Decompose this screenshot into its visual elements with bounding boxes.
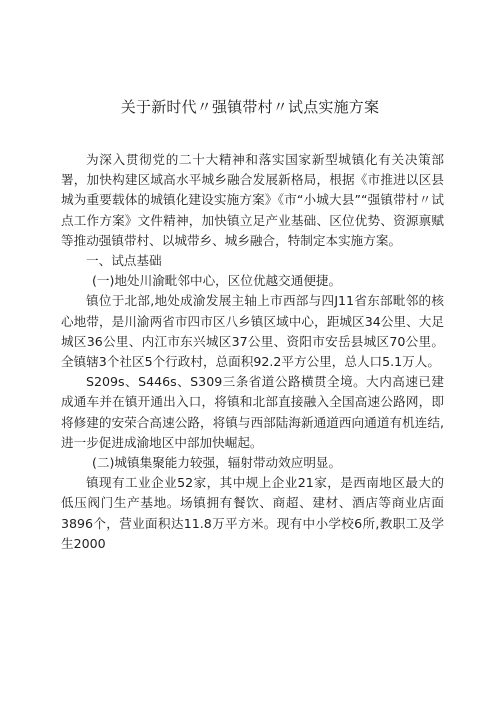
subsection-heading-1: (一)地处川渝毗邻中心，区位优越交通便捷。 bbox=[92, 273, 342, 289]
section-heading-1: 一、试点基础 bbox=[86, 253, 162, 269]
paragraph-transport: S209s、S446s、S309三条省道公路横贯全境。大内高速已建成通车并在镇开通出入口，将镇和北部直接融入全国高速公路网，即将修建的安荣合高速公路，将镇与西部陆海新通道西向通道有机连结,进一步促进成渝地区中部加快崛起。 bbox=[61, 374, 444, 450]
paragraph-location: 镇位于北部,地处成渝发展主轴上市西部与四J11省东部毗邻的核心地带，是川渝两省市四市区八乡镇区域中心，距城区34公里、大足城区36公里、内江市东兴城区37公里、资阳市安岳县城区70公里。全镇辖3个社区5个行政村，总面积92.2平方公里，总人口5.1万人。 bbox=[61, 293, 444, 370]
document-body bbox=[61, 150, 444, 554]
document-title: 关于新时代〃强镇带村〃试点实施方案 bbox=[120, 98, 380, 116]
paragraph-industry: 镇现有工业企业52家，其中规上企业21家，是西南地区最大的低压阀门生产基地。场镇拥有餐饮、商超、建材、酒店等商业店面3896个，营业面积达11.8万平方米。现有中小学校6所,教职工及学生2000 bbox=[61, 475, 444, 551]
intro-paragraph: 为深入贯彻党的二十大精神和落实国家新型城镇化有关决策部署，加快构建区域高水平城乡融合发展新格局，根据《市推进以区县城为重要载体的城镇化建设实施方案》《市“小城大县”“强镇带村〃试点工作方案》文件精神，加快镇立足产业基础、区位优势、资源禀赋等推动强镇带村、以城带乡、城乡融合，特制定本实施方案。 bbox=[61, 152, 444, 248]
subsection-heading-2: (二)城镇集聚能力较强，辐射带动效应明显。 bbox=[92, 455, 342, 471]
